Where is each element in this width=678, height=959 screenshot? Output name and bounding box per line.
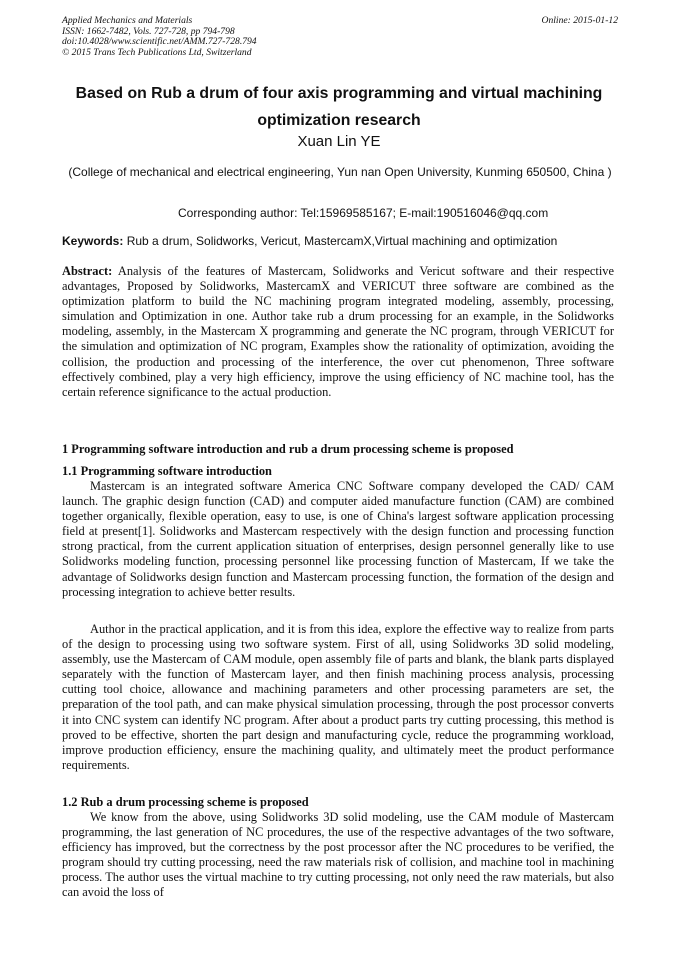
corresponding-author: Corresponding author: Tel:15969585167; E-mail:190516046@qq.com <box>178 206 549 220</box>
online-date: Online: 2015-01-12 <box>541 15 618 26</box>
journal-header <box>62 16 618 58</box>
abstract-text: Analysis of the features of Mastercam, Solidworks and Vericut software and their respective advantages, Proposed by Solidworks, MastercamX and VERICUT three software are combined as the optimization platform to build the NC machining program integrated modeling, assembly, processing, simulation and Optimization in one. Author take rub a drum processing for an example, in the Solidworks modeling, assembly, in the Mastercam X programming and generate the NC program, through VERICUT for the simulation and optimization of NC program, Examples show the rationality of optimization, avoiding the collision, the production and processing of the interference, the over cut phenomenon, Three software effectively combined, play a very high efficiency, improve the using efficiency of NC machine tool, has the certain reference significance to the actual production. <box>62 264 614 399</box>
keywords <box>62 234 557 248</box>
subsection-heading-1-2: 1.2 Rub a drum processing scheme is proposed <box>62 795 309 809</box>
keywords-text: Rub a drum, Solidworks, Vericut, MastercamX,Virtual machining and optimization <box>123 234 558 248</box>
section-heading-1: 1 Programming software introduction and rub a drum processing scheme is proposed <box>62 442 514 456</box>
paper-title: Based on Rub a drum of four axis programming and virtual machining optimization research <box>75 85 603 129</box>
issn-line: ISSN: 1662-7482, Vols. 727-728, pp 794-798 <box>62 25 235 37</box>
abstract <box>62 264 614 400</box>
paragraph-2: Author in the practical application, and it is from this idea, explore the effective way to realize from parts of the design to processing using two software system. First of all, using Solidworks 3D solid modeling, assembly, use the Mastercam of CAM module, open assembly file of parts and blank, the blank parts displayed separately with the function of Mastercam layer, and then finish machining process analysis, processing cutting tool choice, allowance and machining parameters and other processing parameters are set, the preparation of the tool path, and can make physical simulation processing, through the post processor converts it into CNC system can identify NC program. After about a product parts try cutting processing, this method is proved to be effective, shorten the part design and manufacturing cycle, reduce the programming workload, improve production efficiency, ensure the machining quality, and ultimately meet the product performance requirements. <box>62 622 614 772</box>
doi-line: doi:10.4028/www.scientific.net/AMM.727-728.794 <box>62 36 257 48</box>
journal-name: Applied Mechanics and Materials <box>62 15 193 26</box>
affiliation: (College of mechanical and electrical engineering, Yun nan Open University, Kunming 650500, China ) <box>68 165 612 179</box>
paragraph-1: Mastercam is an integrated software America CNC Software company developed the CAD/ CAM launch. The graphic design function (CAD) and computer aided manufacture function (CAM) are combined together organically, flexible operation, easy to use, is one of China's largest software application processing field at present[1]. Solidworks and Mastercam respectively with the design function and processing function strong practical, from the current application situation of enterprises, design personnel generally like to use Solidworks modeling function, processing personnel like processing function of Mastercam, If we take the advantage of Solidworks design function and Mastercam processing function, the formation of the design and processing integration to achieve better results. <box>62 479 614 599</box>
subsection-heading-1-1: 1.1 Programming software introduction <box>62 464 272 478</box>
author-name: Xuan Lin YE <box>297 133 381 150</box>
paragraph-3: We know from the above, using Solidworks 3D solid modeling, use the CAM module of Mastercam programming, the last generation of NC procedures, the use of the respective advantages of the two software, efficiency has improved, but the correctness by the post processor after the NC procedures to be verified, the program should try cutting processing, need the raw materials risk of collision, and machine tool in machining process. The author uses the virtual machine to try cutting processing, not only need the raw materials, but also can avoid the loss of <box>62 810 614 900</box>
abstract-label: Abstract: <box>62 264 113 278</box>
keywords-label: Keywords: <box>62 234 124 248</box>
copyright-line: © 2015 Trans Tech Publications Ltd, Switzerland <box>62 46 252 58</box>
